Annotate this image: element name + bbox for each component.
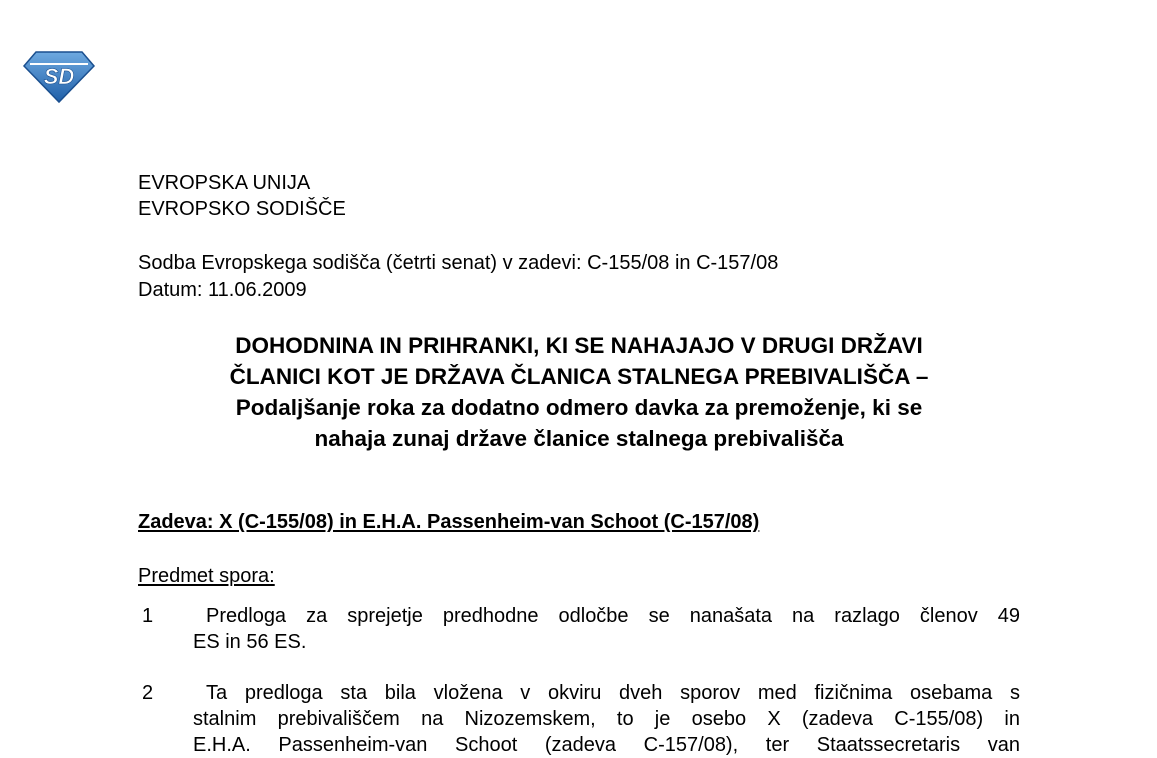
judgment-reference: Sodba Evropskega sodišča (četrti senat) v zadevi: C-155/08 in C-157/08 bbox=[138, 252, 779, 274]
judgment-date: Datum: 11.06.2009 bbox=[138, 279, 307, 301]
header-institution: EVROPSKA UNIJA bbox=[138, 172, 311, 194]
paragraph-text bbox=[193, 680, 1020, 758]
paragraph-line: ES in 56 ES. bbox=[193, 631, 307, 653]
header-court: EVROPSKO SODIŠČE bbox=[138, 198, 346, 220]
logo-text: SD bbox=[43, 64, 75, 89]
paragraph-line: Ta predloga sta bila vložena v okviru dveh sporov med fizičnima osebama s bbox=[206, 682, 1020, 704]
case-heading: Zadeva: X (C-155/08) in E.H.A. Passenheim-van Schoot (C-157/08) bbox=[138, 511, 760, 533]
paragraph-number: 1 bbox=[142, 605, 154, 627]
paragraph-line: E.H.A. Passenheim-van Schoot (zadeva C-157/08), ter Staatssecretaris van bbox=[193, 734, 1020, 756]
sd-shield-logo-icon bbox=[22, 48, 96, 104]
paragraph-line: Predloga za sprejetje predhodne odločbe se nanašata na razlago členov 49 bbox=[206, 605, 1020, 627]
title-line: DOHODNINA IN PRIHRANKI, KI SE NAHAJAJO V DRUGI DRŽAVI bbox=[235, 333, 923, 358]
paragraph-text bbox=[193, 603, 1020, 655]
subject-label: Predmet spora: bbox=[138, 565, 275, 587]
paragraph-number: 2 bbox=[142, 682, 154, 704]
title-line: Podaljšanje roka za dodatno odmero davka za premoženje, ki se bbox=[235, 395, 923, 420]
title-line: nahaja zunaj države članice stalnega prebivališča bbox=[314, 426, 844, 451]
document-title bbox=[138, 330, 1020, 454]
paragraph-line: stalnim prebivališčem na Nizozemskem, to je osebo X (zadeva C-155/08) in bbox=[193, 708, 1020, 730]
title-line: ČLANICI KOT JE DRŽAVA ČLANICA STALNEGA PREBIVALIŠČA – bbox=[229, 364, 929, 389]
